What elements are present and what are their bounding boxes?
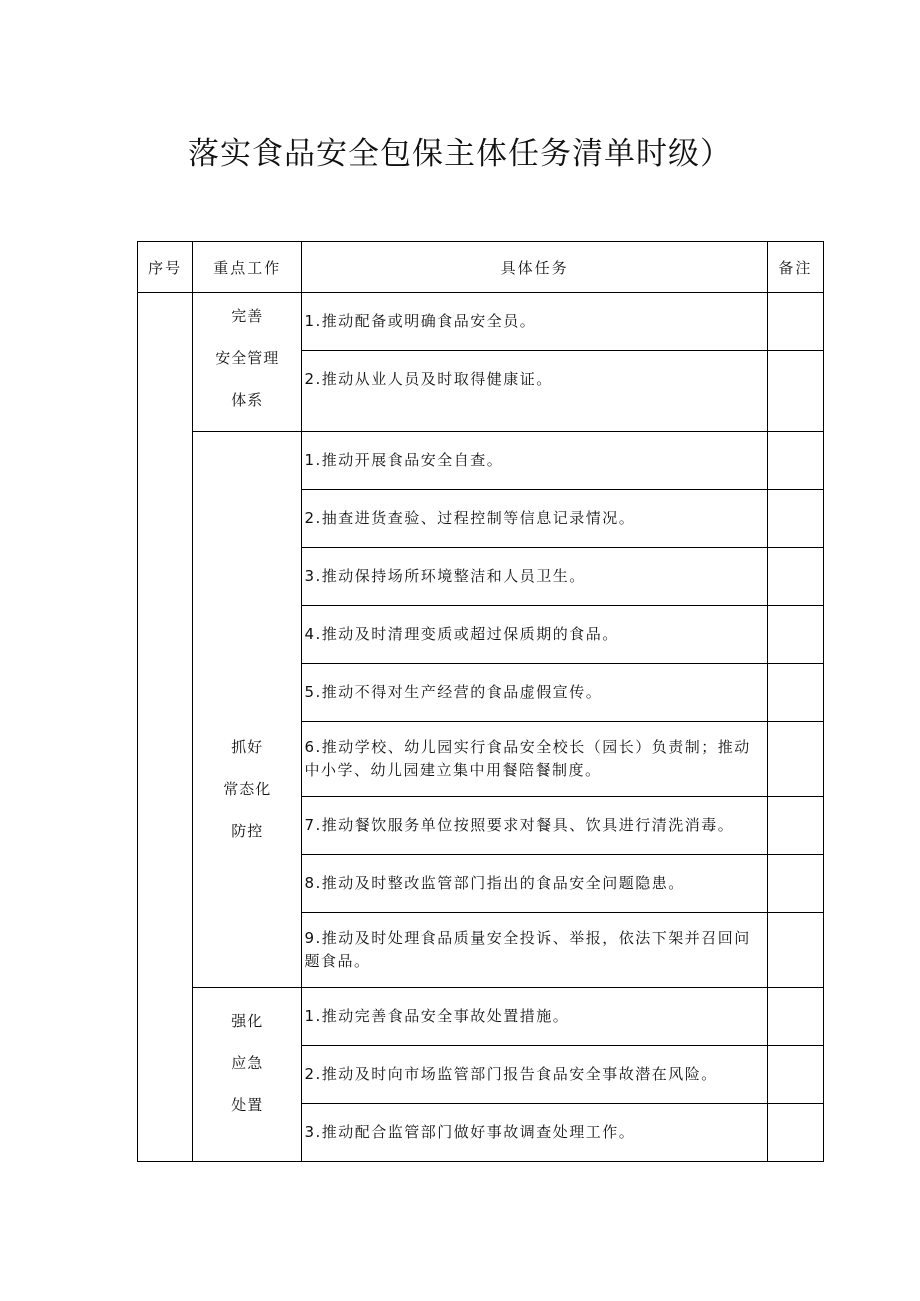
task-cell: 5.推动不得对生产经营的食品虚假宣传。: [302, 664, 767, 722]
table-row: [138, 988, 824, 1046]
task-cell: 4.推动及时清理变质或超过保质期的食品。: [302, 606, 767, 664]
task-cell: 3.推动保持场所环境整洁和人员卫生。: [302, 548, 767, 606]
task-cell: 1.推动配备或明确食品安全员。: [302, 293, 767, 351]
header-seq: 序号: [138, 242, 193, 293]
table-header-row: [138, 242, 824, 293]
header-key-work: 重点工作: [193, 242, 302, 293]
remarks-cell: [767, 855, 823, 913]
key-work-line: 常态化: [223, 780, 272, 798]
task-cell: 9.推动及时处理食品质量安全投诉、举报，依法下架并召回问题食品。: [302, 913, 767, 988]
key-work-cell: [193, 988, 302, 1162]
task-cell: 7.推动餐饮服务单位按照要求对餐具、饮具进行清洗消毒。: [302, 797, 767, 855]
table-row: [138, 293, 824, 351]
remarks-cell: [767, 432, 823, 490]
remarks-cell: [767, 490, 823, 548]
remarks-cell: [767, 548, 823, 606]
task-cell: 3.推动配合监管部门做好事故调查处理工作。: [302, 1104, 767, 1162]
table-row: [138, 432, 824, 490]
remarks-cell: [767, 797, 823, 855]
task-cell: 2.推动及时向市场监管部门报告食品安全事故潜在风险。: [302, 1046, 767, 1104]
header-remarks: 备注: [767, 242, 823, 293]
remarks-cell: [767, 913, 823, 988]
key-work-cell: [193, 432, 302, 988]
key-work-line: 处置: [231, 1096, 264, 1114]
page-title: 落实食品安全包保主体任务清单时级）: [188, 136, 732, 172]
remarks-cell: [767, 988, 823, 1046]
key-work-line: 强化: [231, 1012, 264, 1030]
remarks-cell: [767, 664, 823, 722]
task-cell: 1.推动完善食品安全事故处置措施。: [302, 988, 767, 1046]
task-cell: 2.推动从业人员及时取得健康证。: [302, 351, 767, 432]
task-cell: 2.抽查进货查验、过程控制等信息记录情况。: [302, 490, 767, 548]
key-work-line: 完善: [231, 307, 264, 325]
remarks-cell: [767, 1046, 823, 1104]
key-work-line: 安全管理: [215, 349, 280, 367]
header-specific-task: 具体任务: [302, 242, 767, 293]
key-work-line: 防控: [231, 822, 264, 840]
key-work-line: 抓好: [231, 738, 264, 756]
task-cell: 1.推动开展食品安全自查。: [302, 432, 767, 490]
task-list-table: [137, 241, 824, 1162]
remarks-cell: [767, 606, 823, 664]
remarks-cell: [767, 722, 823, 797]
remarks-cell: [767, 351, 823, 432]
task-cell: 8.推动及时整改监管部门指出的食品安全问题隐患。: [302, 855, 767, 913]
key-work-line: 体系: [231, 391, 264, 409]
remarks-cell: [767, 1104, 823, 1162]
seq-cell: [138, 293, 193, 1162]
key-work-line: 应急: [231, 1054, 264, 1072]
remarks-cell: [767, 293, 823, 351]
task-cell: 6.推动学校、幼儿园实行食品安全校长（园长）负责制；推动中小学、幼儿园建立集中用餐陪餐制度。: [302, 722, 767, 797]
key-work-cell: [193, 293, 302, 432]
